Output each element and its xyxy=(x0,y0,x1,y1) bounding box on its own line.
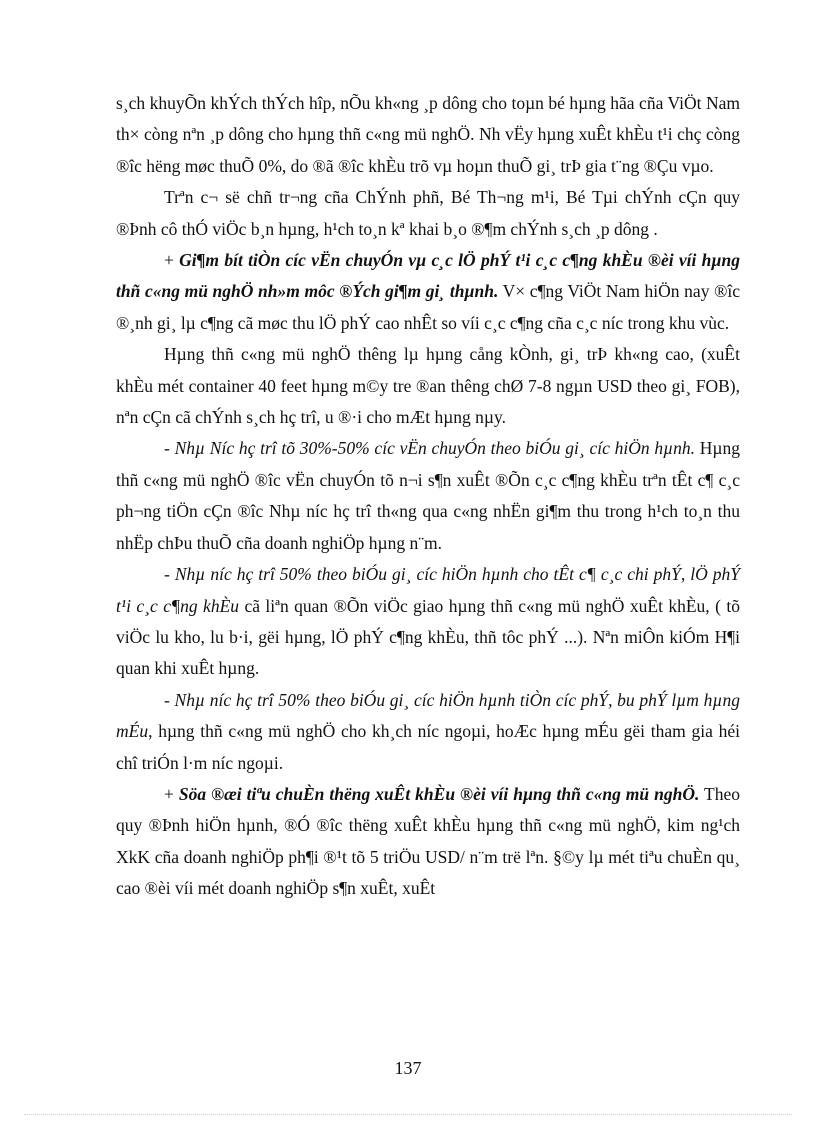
paragraph xyxy=(116,339,740,433)
text-run: , hµng thñ c«ng mü nghÖ cho kh¸ch níc ngoµi, hoÆc hµng mÉu gëi tham gia héi chî triÓn l·m níc ngoµi. xyxy=(116,721,740,773)
paragraph xyxy=(116,245,740,339)
text-run: Trªn c¬ së chñ tr¬ng cña ChÝnh phñ, Bé Th¬ng m¹i, Bé Tµi chÝnh cÇn quy ®Þnh cô thÓ viÖc b¸n hµng, h¹ch to¸n kª khai b¸o ®¶m chÝnh s¸ch ¸p dông . xyxy=(116,187,740,239)
paragraph xyxy=(116,88,740,182)
page-bottom-divider xyxy=(24,1114,792,1115)
emphasis-run: - Nhµ Níc hç trî tõ 30%-50% cíc vËn chuyÓn theo biÓu gi¸ cíc hiÖn hµnh. xyxy=(164,438,696,459)
body-text xyxy=(116,88,740,905)
text-run: + xyxy=(164,783,179,804)
emphasis-run: - Nhµ níc hç trî 50% theo biÓu gi¸ cíc hiÖn hµnh tiÒn cíc phÝ, bu phÝ lµm hµng mÉu xyxy=(116,689,740,742)
text-run: + xyxy=(164,250,180,271)
text-run: Hµng thñ c«ng mü nghÖ thêng lµ hµng cång kÒnh, gi¸ trÞ kh«ng cao, (xuÊt khÈu mét container 40 feet hµng m©y tre ®an thêng chØ 7-8 ngµn USD theo gi¸ FOB), nªn cÇn cã chÝnh s¸ch hç trî, u ®·i cho mÆt hµng nµy. xyxy=(116,344,740,428)
text-run: s¸ch khuyÕn khÝch thÝch hîp, nÕu kh«ng ¸p dông cho toµn bé hµng hãa cña ViÖt Nam th× còng nªn ¸p dông cho hµng thñ c«ng mü nghÖ. Nh vËy hµng xuÊt khÈu t¹i chç còng ®îc hëng møc thuÕ 0%, do ®ã ®îc khÈu trõ vµ hoµn thuÕ gi¸ trÞ gia t¨ng ®Çu vµo. xyxy=(116,93,740,176)
text-run: V× c¶ng ViÖt Nam hiÖn nay ®îc ®¸nh gi¸ lµ c¶ng cã møc thu lÖ phÝ cao nhÊt so víi c¸c c¶ng cña c¸c níc trong khu vùc. xyxy=(116,281,740,333)
text-run: Theo quy ®Þnh hiÖn hµnh, ®Ó ®îc thëng xuÊt khÈu hµng thñ c«ng mü nghÖ, kim ng¹ch XkK cña doanh nghiÖp ph¶i ®¹t tõ 5 triÖu USD/ n¨m trë lªn. §©y lµ mét tiªu chuÈn qu¸ cao ®èi víi mét doanh nghiÖp s¶n xuÊt, xuÊt xyxy=(116,783,740,899)
page-number: 137 xyxy=(394,1058,422,1078)
text-run: cã liªn quan ®Õn viÖc giao hµng thñ c«ng mü nghÖ xuÊt khÈu, ( tõ viÖc lu kho, lu b·i, gëi hµng, lÖ phÝ c¶ng khÈu, thñ tôc phÝ ...). Nªn miÔn kiÓm H¶i quan khi xuÊt hµng. xyxy=(116,595,740,679)
heading-run: Gi¶m bít tiÒn cíc vËn chuyÓn vµ c¸c lÖ phÝ t¹i c¸c c¶ng khÈu ®èi víi hµng thñ c«ng mü nghÖ nh»m môc ®Ých gi¶m gi¸ thµnh. xyxy=(116,250,740,302)
paragraph xyxy=(116,559,740,685)
paragraph xyxy=(116,182,740,245)
heading-run: Söa ®æi tiªu chuÈn thëng xuÊt khÈu ®èi víi hµng thñ c«ng mü nghÖ. xyxy=(178,783,700,804)
text-run: Hµng thñ c«ng mü nghÖ ®îc vËn chuyÓn tõ n¬i s¶n xuÊt ®Õn c¸c c¶ng khÈu trªn tÊt c¶ c¸c ph¬ng tiÖn cÇn ®îc Nhµ níc hç trî th«ng qua c«ng nhËn gi¶m thu trong h¹ch to¸n thu nhËp chÞu thuÕ cña doanh nghiÖp hµng n¨m. xyxy=(116,438,740,553)
paragraph xyxy=(116,685,740,779)
emphasis-run: - Nhµ níc hç trî 50% theo biÓu gi¸ cíc hiÖn hµnh cho tÊt c¶ c¸c chi phÝ, lÖ phÝ t¹i c¸c c¶ng khÈu xyxy=(116,564,740,616)
paragraph xyxy=(116,433,740,559)
paragraph xyxy=(116,779,740,905)
